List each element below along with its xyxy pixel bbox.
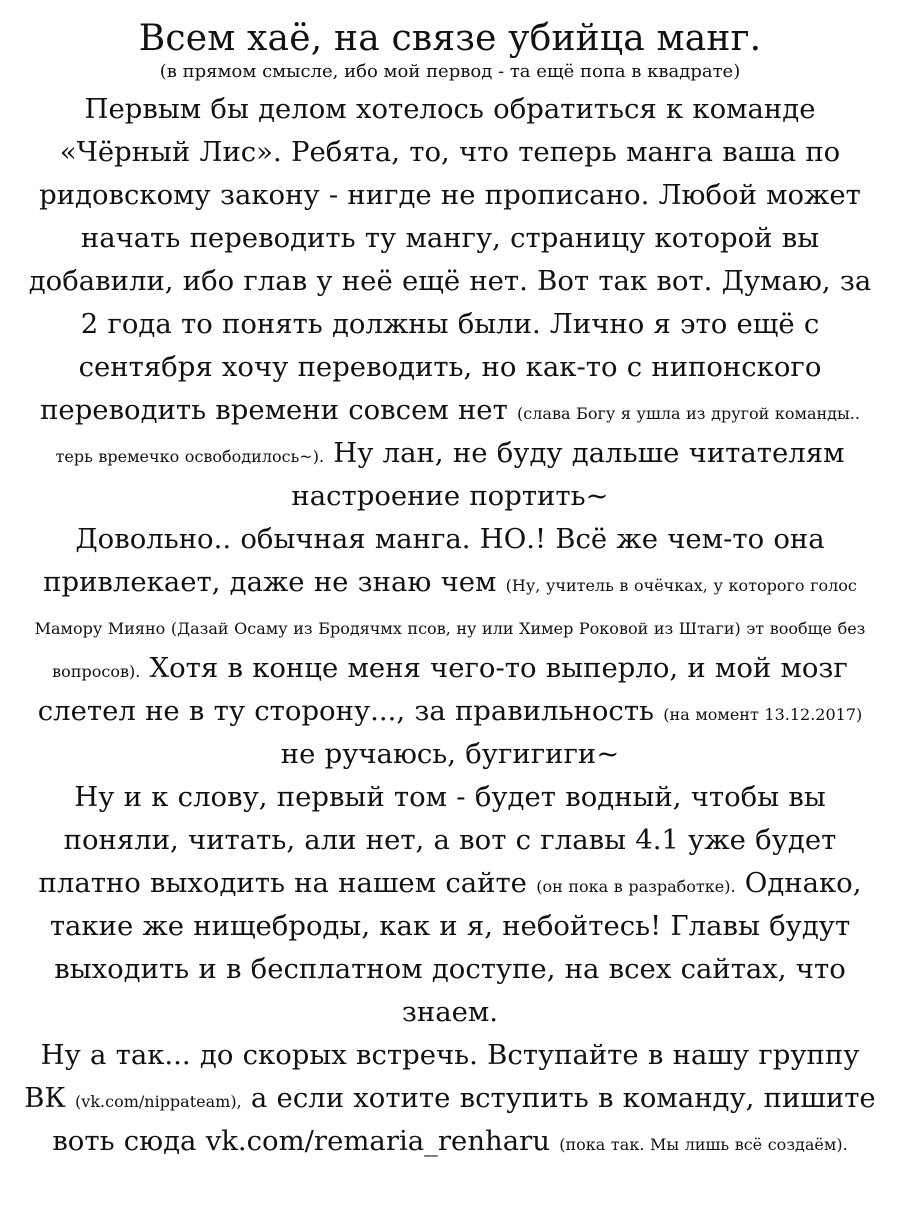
aside-date: (на момент 13.12.2017) [663,705,863,724]
group-link: (vk.com/nippateam), [75,1092,242,1111]
aside-note: (слава Богу я ушла из другой команды.. терь времечко освободилось~). [55,404,860,466]
paragraph-text: Первым бы делом хотелось обратиться к команде «Чёрный Лис». Ребята, то, что теперь манга ваша по ридовскому закону - нигде не прописано. Любой может начать переводить ту мангу, страницу которой вы добавили, ибо глав у неё ещё нет. Вот так вот. Думаю, за 2 года то понять должны были. Лично я это ещё с сентября хочу переводить, но как-то с нипонского переводить времени совсем нет [28,93,872,426]
paragraph-address-team [22,88,878,518]
aside-note: (он пока в разработке). [536,877,736,896]
paragraph-about-manga [22,518,878,776]
paragraph-text: а если хотите вступить в команду, пишите воть сюда vk.com/remaria_renharu [52,1082,876,1157]
paragraph-text: Хотя в конце меня чего-то выперло, и мой мозг слетел не в ту сторону..., за правильность [37,652,848,727]
aside-note: (Ну, учитель в очёчках, у которого голос Мамору Мияно (Дазай Осаму из Бродячмх псов, ну или Химер Роковой из Штаги) эт вообще без вопросов). [34,576,866,681]
page-title: Всем хаё, на связе убийца манг. [138,18,762,59]
paragraph-text: Ну лан, не буду дальше читателям настроение портить~ [291,437,845,512]
aside-note: (пока так. Мы лишь всё создаём). [559,1135,848,1154]
paragraph-text: Ну а так... до скорых встречь. Вступайте в нашу группу ВК [24,1039,860,1114]
page-subtitle: (в прямом смысле, ибо мой первод - та ещё попа в квадрате) [159,61,741,82]
paragraph-release-info [22,776,878,1034]
paragraph-text: Довольно.. обычная манга. НО.! Всё же чем-то она привлекает, даже не знаю чем [43,523,825,598]
paragraph-contacts [22,1034,878,1163]
paragraph-text: Однако, такие же нищеброды, как и я, небойтесь! Главы будут выходить и в бесплатном доступе, на всех сайтах, что знаем. [49,867,862,1028]
paragraph-text: не ручаюсь, бугигиги~ [280,738,620,770]
paragraph-text: Ну и к слову, первый том - будет водный, чтобы вы поняли, читать, али нет, а вот с главы 4.1 уже будет платно выходить на нашем сайте [38,781,837,899]
